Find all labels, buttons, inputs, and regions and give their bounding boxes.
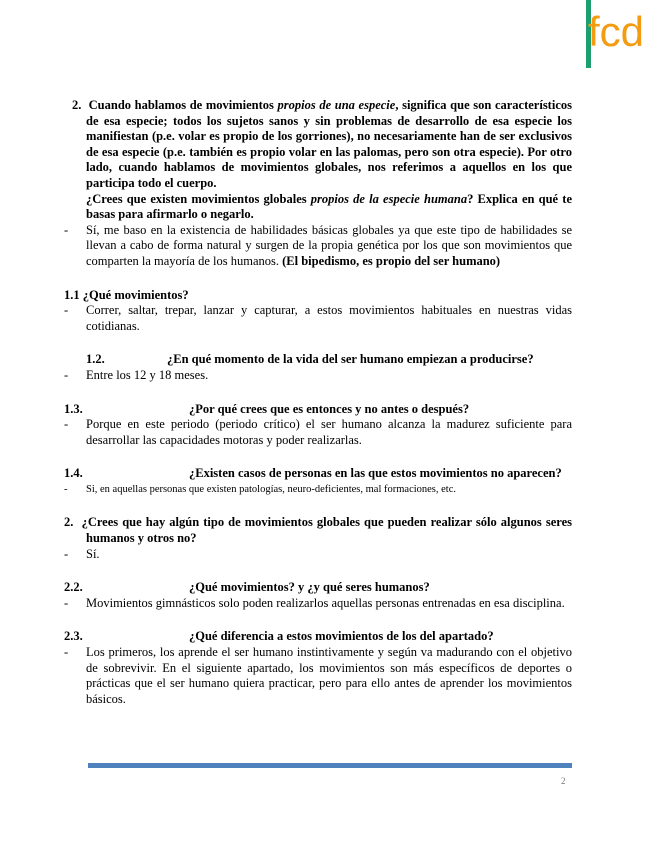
section-2-3-heading bbox=[64, 629, 572, 645]
s2-3-answer-text: Los primeros, los aprende el ser humano instintivamente y según va madurando con el objetivo de sobrevivir. En el siguiente apartado, los movimientos son más específicos de deportes o prácticas que el ser humano quiera practicar, pero para ello antes de aprender los movimientos básicos. bbox=[86, 645, 572, 706]
question-2-answer bbox=[64, 223, 572, 270]
section-2-2-title: ¿Qué movimientos? y ¿y qué seres humanos? bbox=[189, 580, 430, 595]
s1-1-answer-text: Correr, saltar, trepar, lanzar y capturar, a estos movimientos habituales en nuestras vidas cotidianas. bbox=[86, 303, 572, 333]
s1-4-answer-text: Si, en aquellas personas que existen patologías, neuro-deficientes, mal formaciones, etc. bbox=[86, 483, 457, 495]
q2-answer-text: Sí, me baso en la existencia de habilidades básicas globales ya que este tipo de habilidades se llevan a cabo de forma natural y surgen de la propia genética por los que son movimientos que comparten la mayoría de los humanos. bbox=[86, 222, 572, 268]
bullet-dash: - bbox=[64, 595, 69, 610]
page-number: 2 bbox=[561, 776, 566, 786]
s2-2-answer-text: Movimientos gimnásticos solo poden realizarlos aquellas personas entrenadas en esa disciplina. bbox=[86, 595, 565, 610]
section-2-answer bbox=[64, 547, 572, 563]
section-1-3-heading bbox=[64, 402, 572, 418]
section-1-4-title: ¿Existen casos de personas en las que estos movimientos no aparecen? bbox=[189, 466, 562, 481]
q2-text-post: , significa que son característicos de esa especie; todos los sujetos sanos y sin problemas de desarrollo de esa especie los manifiestan (p.e. volar es propio de los gorriones), no necesariamente han de ser exclusivos de esa especie (p.e. también es propio volar en las palomas, pero son otra especie). Por otro lado, cuando hablamos de movimientos globales, nos referimos a aquellos en los que participa todo el cuerpo. bbox=[86, 98, 572, 190]
q2-prompt-em: propios de la especie humana bbox=[310, 191, 468, 206]
q2-text-em: propios de una especie bbox=[277, 98, 396, 112]
section-1-1-answer bbox=[64, 303, 572, 334]
section-1-3-title: ¿Por qué crees que es entonces y no antes o después? bbox=[189, 401, 470, 416]
fcd-logo bbox=[586, 0, 645, 68]
bullet-dash: - bbox=[64, 417, 69, 432]
bullet-dash: - bbox=[64, 367, 69, 382]
section-1-4-answer bbox=[64, 482, 572, 498]
q2-answer-bold: (El bipedismo, es propio del ser humano) bbox=[282, 253, 501, 268]
section-1-4-heading bbox=[64, 466, 572, 482]
q2-prompt-pre: ¿Crees que existen movimientos globales bbox=[86, 191, 311, 206]
section-2-2-heading bbox=[64, 580, 572, 596]
q2-text-pre: Cuando hablamos de movimientos bbox=[88, 98, 278, 112]
s1-2-answer-text: Entre los 12 y 18 meses. bbox=[86, 367, 209, 382]
section-1-3-answer bbox=[64, 417, 572, 448]
section-2-heading bbox=[64, 515, 572, 546]
question-2-number: 2. bbox=[72, 98, 82, 112]
bullet-dash: - bbox=[64, 303, 69, 318]
question-2-prompt bbox=[64, 192, 572, 223]
section-2-2-answer bbox=[64, 596, 572, 612]
section-2-number: 2. bbox=[64, 515, 74, 530]
section-1-2-answer bbox=[64, 368, 572, 384]
bullet-dash: - bbox=[64, 546, 69, 561]
section-1-3-number: 1.3. bbox=[64, 401, 83, 416]
section-2-2-number: 2.2. bbox=[64, 580, 83, 595]
bullet-dash: - bbox=[64, 645, 69, 660]
s1-3-answer-text: Porque en este periodo (periodo crítico) el ser humano alcanza la madurez suficiente para desarrollar las capacidades motoras y poder realizarlas. bbox=[86, 417, 572, 447]
section-1-2-title: ¿En qué momento de la vida del ser humano empiezan a producirse? bbox=[167, 352, 534, 367]
section-2-3-title: ¿Qué diferencia a estos movimientos de los del apartado? bbox=[189, 629, 494, 644]
logo-text: fcd bbox=[588, 8, 645, 55]
bullet-dash: - bbox=[64, 483, 68, 495]
s2-answer-text: Sí. bbox=[86, 546, 100, 561]
footer-divider-bar bbox=[88, 763, 572, 768]
question-2-intro bbox=[64, 98, 572, 192]
bullet-dash: - bbox=[64, 222, 69, 237]
section-2-3-number: 2.3. bbox=[64, 629, 83, 644]
section-1-1-title: 1.1 ¿Qué movimientos? bbox=[64, 287, 189, 302]
section-2-3-answer bbox=[64, 645, 572, 707]
section-1-2-number: 1.2. bbox=[86, 352, 105, 367]
section-1-2-heading bbox=[64, 352, 572, 368]
q2-prompt-post: ? Explica en qué te basas para afirmarlo o negarlo. bbox=[86, 191, 572, 222]
section-2-title: ¿Crees que hay algún tipo de movimientos globales que pueden realizar sólo algunos seres humanos y otros no? bbox=[81, 515, 573, 546]
section-1-4-number: 1.4. bbox=[64, 466, 83, 481]
section-1-1-heading bbox=[64, 288, 572, 304]
document-body bbox=[64, 98, 572, 707]
